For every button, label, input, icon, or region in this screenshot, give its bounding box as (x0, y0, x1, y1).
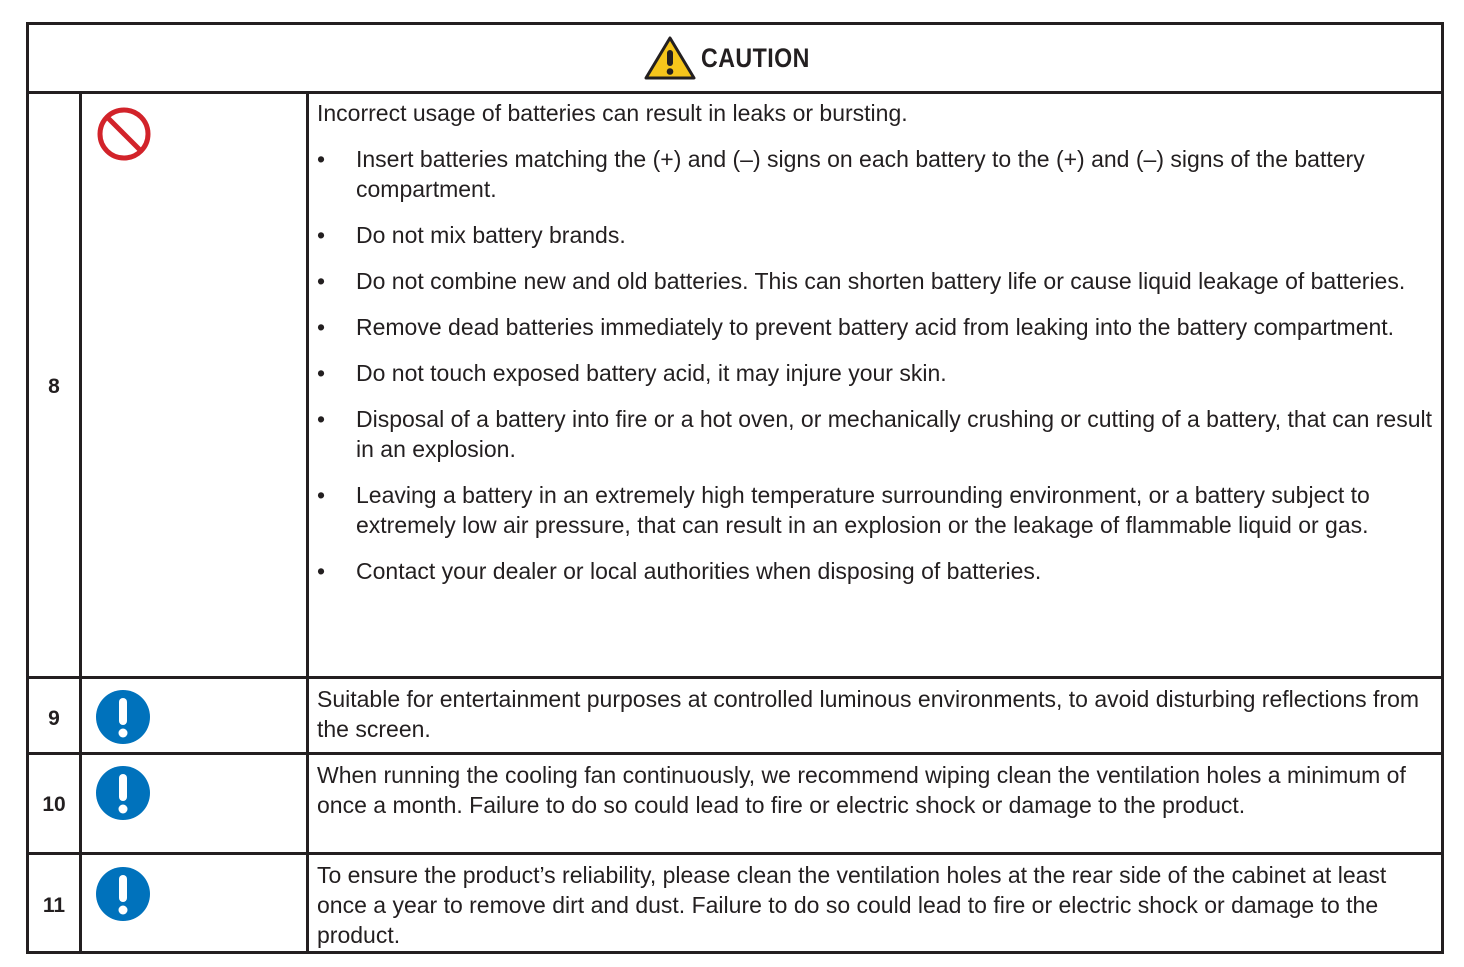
row-number: 9 (48, 707, 60, 730)
bullet-marker: • (317, 406, 326, 432)
row-number: 11 (42, 894, 66, 917)
header-divider (29, 91, 1441, 94)
bullet-text: Leaving a battery in an extremely high temperature surrounding environment, or a battery subject to extremely low air pressure, that can result in an explosion or the leakage of flammable liquid or gas. (356, 482, 1370, 538)
row-divider (29, 752, 1441, 755)
row-10-text: When running the cooling fan continuously, we recommend wiping clean the ventilation holes a minimum of once a month. Failure to do so could lead to fire or electric shock or damage to the product. (317, 762, 1406, 818)
row-divider (29, 852, 1441, 855)
bullet-marker: • (317, 314, 326, 340)
bullet-marker: • (317, 482, 326, 508)
caution-table (26, 22, 1444, 954)
caution-title: CAUTION (700, 42, 810, 73)
prohibition-icon (96, 106, 152, 162)
bullet-text: Contact your dealer or local authorities when disposing of batteries. (356, 558, 1042, 584)
bullet-marker: • (317, 268, 326, 294)
row-10-content (317, 760, 1437, 820)
bullet-marker: • (317, 360, 326, 386)
list-item (317, 404, 1437, 464)
row-8-content (317, 98, 1437, 586)
list-item (317, 358, 1437, 388)
column-divider (306, 91, 309, 954)
bullet-marker: • (317, 146, 326, 172)
table-header (29, 25, 1441, 91)
bullet-text: Remove dead batteries immediately to prevent battery acid from leaking into the battery compartment. (356, 314, 1395, 340)
row-11-text: To ensure the product’s reliability, please clean the ventilation holes at the rear side of the cabinet at least once a year to remove dirt and dust. Failure to do so could lead to fire or electric shock or damage to the product. (317, 862, 1387, 948)
bullet-text: Do not touch exposed battery acid, it may injure your skin. (356, 360, 947, 386)
bullet-text: Do not mix battery brands. (356, 222, 626, 248)
list-item (317, 144, 1437, 204)
bullet-text: Disposal of a battery into fire or a hot oven, or mechanically crushing or cutting of a battery, that can result in an explosion. (356, 406, 1433, 462)
bullet-text: Do not combine new and old batteries. This can shorten battery life or cause liquid leakage of batteries. (356, 268, 1406, 294)
warning-triangle-icon (643, 35, 697, 81)
mandatory-exclamation-icon (95, 765, 151, 821)
list-item (317, 556, 1437, 586)
row-divider (29, 676, 1441, 679)
list-item (317, 480, 1437, 540)
row-9-content (317, 684, 1437, 744)
battery-bullet-list (317, 144, 1437, 586)
row-8-intro: Incorrect usage of batteries can result in leaks or bursting. (317, 100, 908, 126)
bullet-marker: • (317, 222, 326, 248)
mandatory-exclamation-icon (95, 689, 151, 745)
mandatory-exclamation-icon (95, 866, 151, 922)
bullet-text: Insert batteries matching the (+) and (–) signs on each battery to the (+) and (–) signs of the battery compartment. (356, 146, 1365, 202)
list-item (317, 312, 1437, 342)
row-number: 10 (42, 793, 66, 816)
row-9-text: Suitable for entertainment purposes at controlled luminous environments, to avoid disturbing reflections from the screen. (317, 686, 1420, 742)
row-number: 8 (48, 375, 60, 398)
row-11-content (317, 860, 1437, 950)
list-item (317, 220, 1437, 250)
bullet-marker: • (317, 558, 326, 584)
column-divider (79, 91, 82, 954)
list-item (317, 266, 1437, 296)
